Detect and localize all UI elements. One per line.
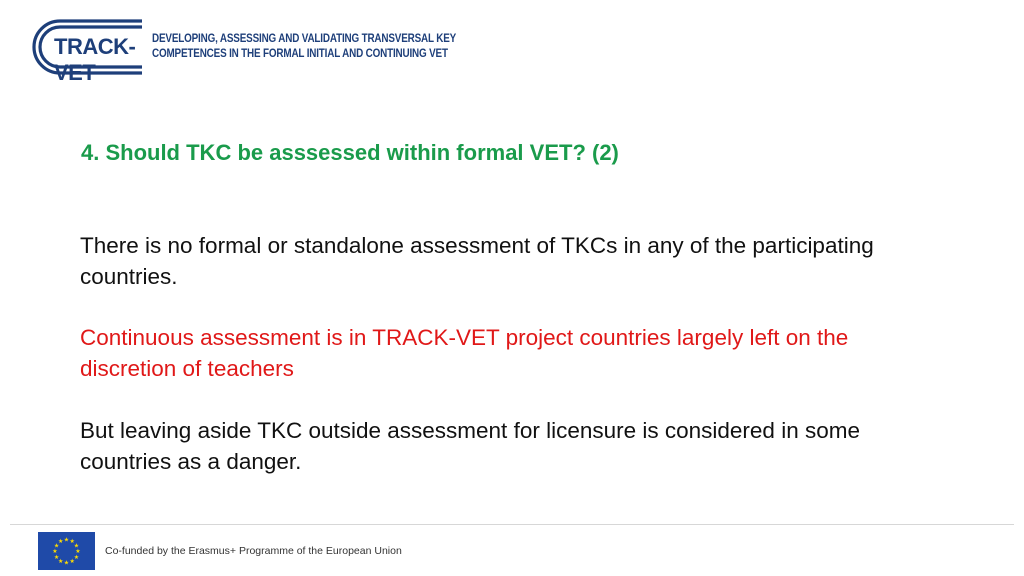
eu-star-icon: ★ bbox=[53, 554, 60, 561]
footer-funding-text: Co-funded by the Erasmus+ Programme of the European Union bbox=[105, 545, 402, 557]
paragraph-2-highlight: Continuous assessment is in TRACK-VET project countries largely left on the discretion of teachers bbox=[80, 325, 849, 381]
paragraph-1: There is no formal or standalone assessment of TKCs in any of the participating countries. bbox=[80, 233, 874, 289]
eu-star-icon: ★ bbox=[73, 543, 80, 550]
eu-flag-icon bbox=[38, 532, 95, 570]
eu-star-icon: ★ bbox=[75, 549, 81, 555]
paragraph-3: But leaving aside TKC outside assessment for licensure is considered in some countries as a danger. bbox=[80, 418, 860, 474]
tagline-line-2: COMPETENCES IN THE FORMAL INITIAL AND CONTINUING VET bbox=[152, 48, 448, 60]
eu-star-icon: ★ bbox=[69, 539, 75, 546]
eu-star-icon: ★ bbox=[73, 554, 80, 561]
eu-star-icon: ★ bbox=[63, 560, 70, 567]
eu-star-icon: ★ bbox=[52, 549, 58, 555]
track-vet-logo-icon bbox=[30, 18, 148, 85]
eu-star-icon: ★ bbox=[69, 558, 75, 565]
logo-text: TRACK-VET bbox=[54, 34, 136, 85]
header-tagline bbox=[152, 32, 456, 62]
eu-star-icon: ★ bbox=[63, 537, 70, 544]
eu-star-icon: ★ bbox=[58, 539, 64, 546]
tagline-line-1: DEVELOPING, ASSESSING AND VALIDATING TRANSVERSAL KEY bbox=[152, 33, 457, 45]
eu-star-icon: ★ bbox=[58, 558, 64, 565]
header-logo bbox=[30, 18, 506, 85]
slide-title: 4. Should TKC be asssessed within formal VET? (2) bbox=[81, 140, 619, 165]
eu-star-icon: ★ bbox=[53, 543, 60, 550]
footer-divider bbox=[10, 524, 1014, 525]
